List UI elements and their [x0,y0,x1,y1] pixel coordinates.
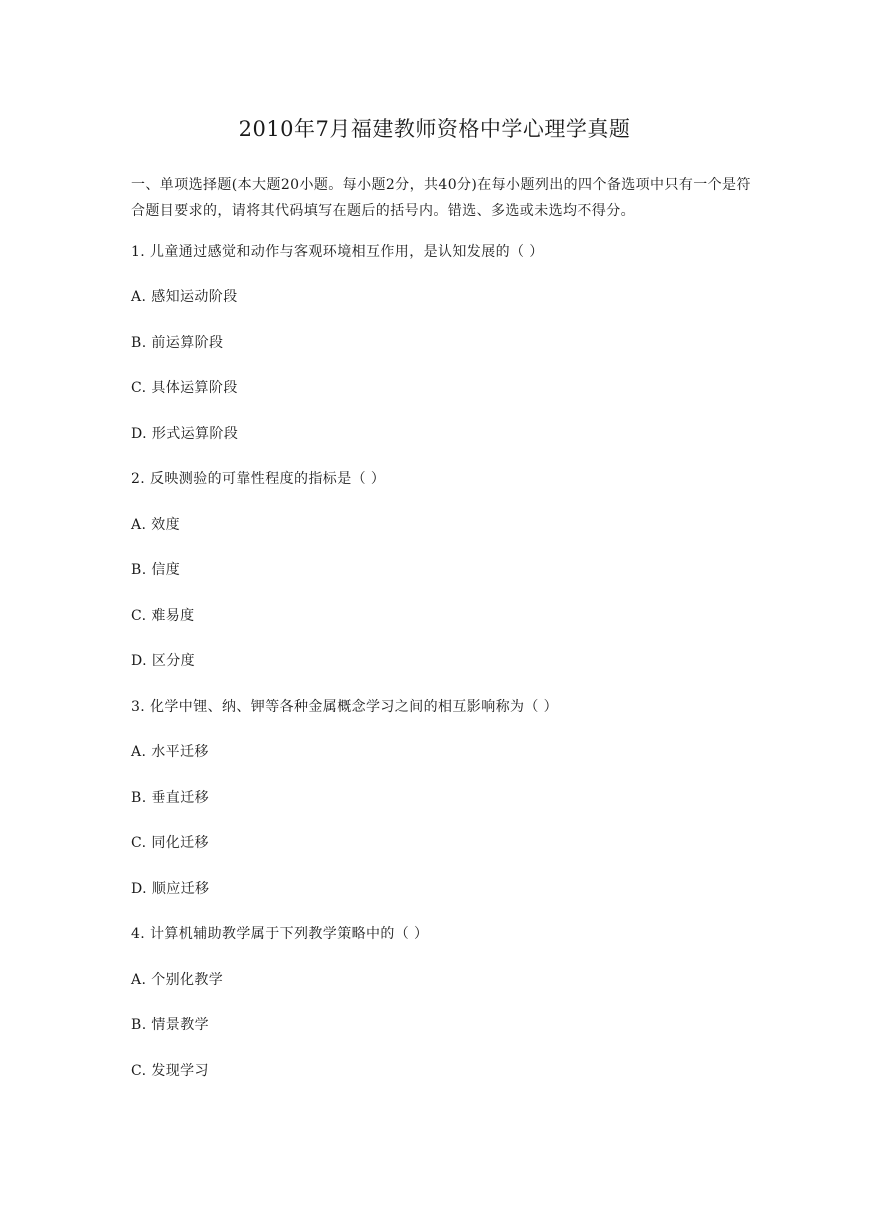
question-2-option-a: A. 效度 [131,517,181,533]
question-4-option-b: B. 情景教学 [131,1017,209,1033]
question-1-option-a: A. 感知运动阶段 [131,289,238,305]
question-2-option-d: D. 区分度 [131,653,196,669]
question-1-option-b: B. 前运算阶段 [131,335,224,351]
question-1-option-c: C. 具体运算阶段 [131,380,238,396]
document-title: 2010年7月福建教师资格中学心理学真题 [238,117,631,141]
question-4-option-c: C. 发现学习 [131,1063,209,1079]
section-intro: 一、单项选择题(本大题20小题。每小题2分，共40分)在每小题列出的四个备选项中只有一个是符合题目要求的，请将其代码填写在题后的括号内。错选、多选或未选均不得分。 [131,177,751,219]
question-3-option-d: D. 顺应迁移 [131,881,210,897]
question-4: 4. 计算机辅助教学属于下列教学策略中的（ ） [131,926,429,942]
question-3-option-c: C. 同化迁移 [131,835,209,851]
question-2-option-c: C. 难易度 [131,608,195,624]
question-2: 2. 反映测验的可靠性程度的指标是（ ） [131,471,386,487]
question-1-option-d: D. 形式运算阶段 [131,426,239,442]
question-3-option-a: A. 水平迁移 [131,744,209,760]
question-3-option-b: B. 垂直迁移 [131,790,209,806]
question-1: 1. 儿童通过感觉和动作与客观环境相互作用，是认知发展的（ ） [131,244,544,260]
question-2-option-b: B. 信度 [131,562,181,578]
question-3: 3. 化学中锂、纳、钾等各种金属概念学习之间的相互影响称为（ ） [131,699,559,715]
question-4-option-a: A. 个别化教学 [131,972,224,988]
